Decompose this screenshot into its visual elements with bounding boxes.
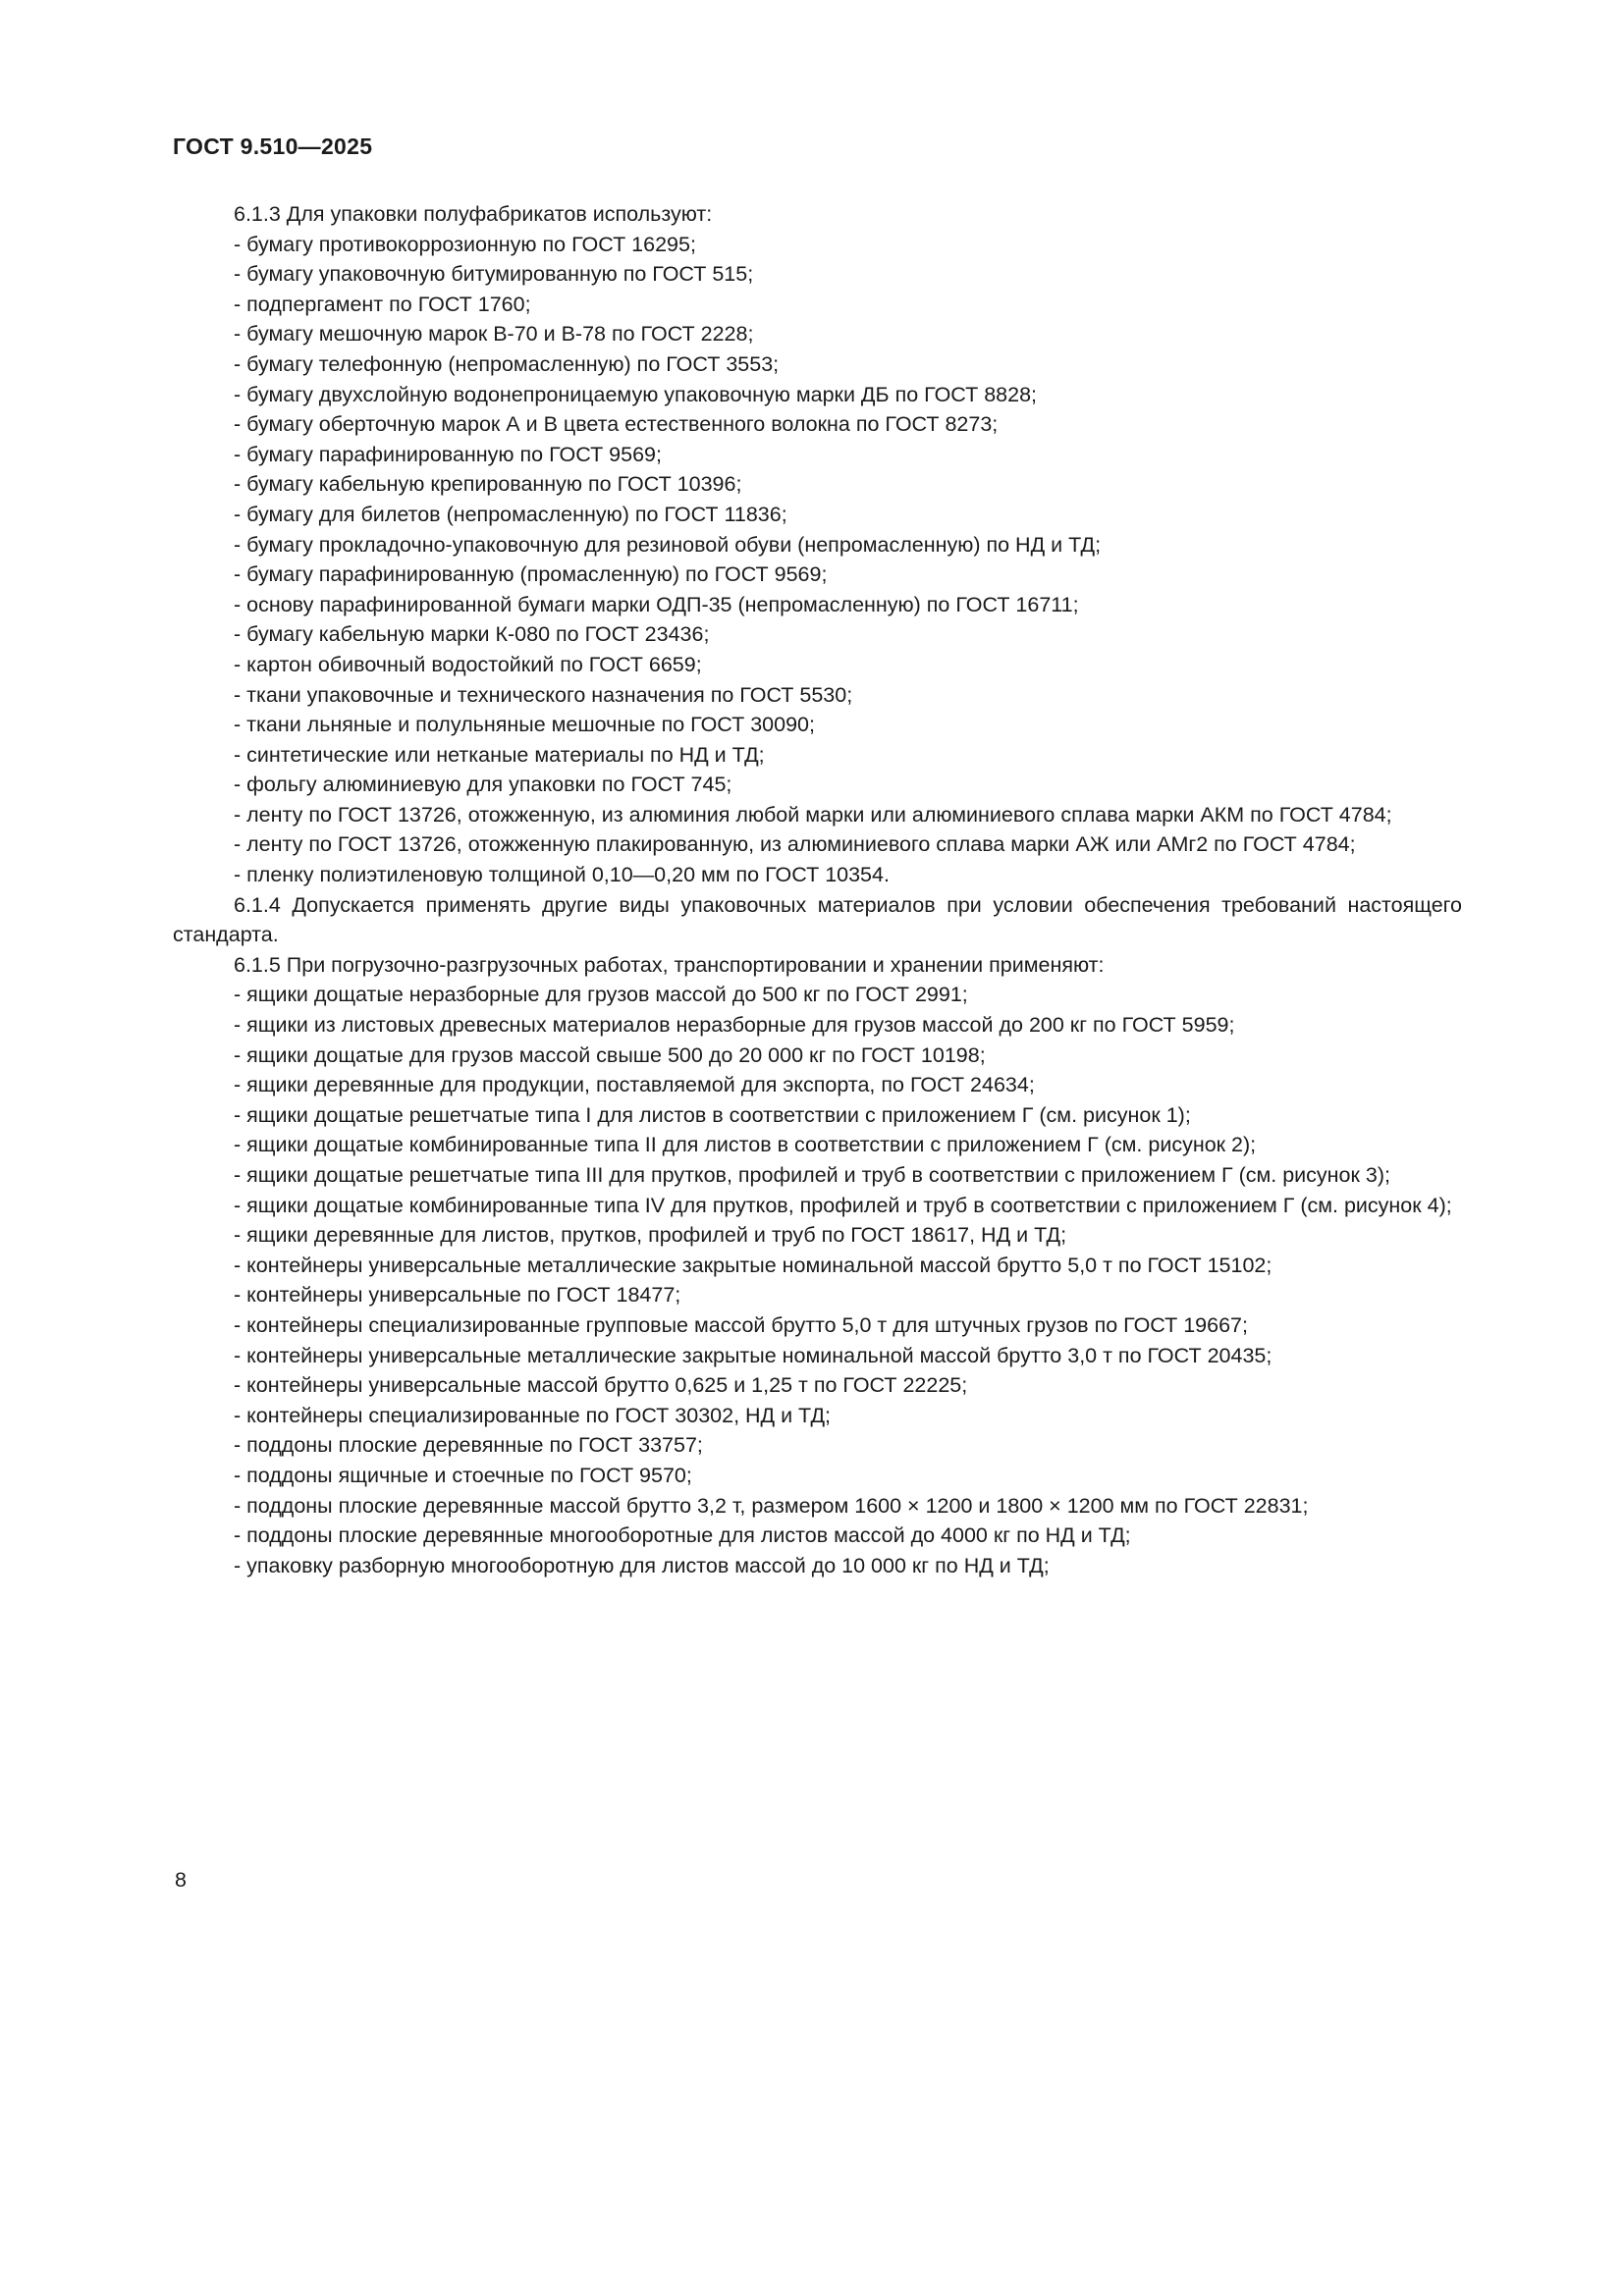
paragraph: - картон обивочный водостойкий по ГОСТ 6659; <box>234 652 702 676</box>
paragraph: - бумагу кабельную марки К-080 по ГОСТ 23436; <box>234 622 710 647</box>
paragraph: - поддоны плоские деревянные по ГОСТ 33757; <box>234 1433 703 1458</box>
paragraph: - ящики дощатые для грузов массой свыше 500 до 20 000 кг по ГОСТ 10198; <box>234 1042 986 1067</box>
paragraph: - ткани льняные и полульняные мешочные по ГОСТ 30090; <box>234 713 815 737</box>
paragraph: - бумагу оберточную марок А и В цвета естественного волокна по ГОСТ 8273; <box>234 412 999 437</box>
paragraph: - основу парафинированной бумаги марки ОДП-35 (непромасленную) по ГОСТ 16711; <box>234 592 1079 616</box>
paragraph: - контейнеры универсальные металлические закрытые номинальной массой брутто 5,0 т по ГОСТ 15102; <box>234 1253 1272 1277</box>
paragraph: - ленту по ГОСТ 13726, отожженную, из алюминия любой марки или алюминиевого сплава марки АКМ по ГОСТ 4784; <box>234 802 1392 827</box>
paragraph: - ящики дощатые комбинированные типа II для листов в соответствии с приложением Г (см. рисунок 2); <box>234 1133 1257 1157</box>
paragraph: - бумагу прокладочно-упаковочную для резиновой обуви (непромасленную) по НД и ТД; <box>234 532 1102 557</box>
paragraph: - ящики дощатые неразборные для грузов массой до 500 кг по ГОСТ 2991; <box>234 983 968 1007</box>
paragraph: - бумагу телефонную (непромасленную) по ГОСТ 3553; <box>234 351 780 376</box>
paragraph: - контейнеры универсальные массой брутто 0,625 и 1,25 т по ГОСТ 22225; <box>234 1373 968 1398</box>
paragraph: - ящики дощатые решетчатые типа I для листов в соответствии с приложением Г (см. рисунок 1); <box>234 1102 1191 1127</box>
paragraph: - поддоны ящичные и стоечные по ГОСТ 9570; <box>234 1463 692 1487</box>
paragraph: 6.1.4 Допускается применять другие виды упаковочных материалов при условии обеспечения требований настоящего стандарта. <box>173 892 1462 947</box>
paragraph: 6.1.3 Для упаковки полуфабрикатов используют: <box>234 202 713 226</box>
paragraph: - бумагу парафинированную (промасленную) по ГОСТ 9569; <box>234 562 828 587</box>
paragraph: - бумагу для билетов (непромасленную) по ГОСТ 11836; <box>234 502 787 526</box>
paragraph: - бумагу парафинированную по ГОСТ 9569; <box>234 442 662 466</box>
document-body <box>173 199 1462 1580</box>
paragraph: - поддоны плоские деревянные массой брутто 3,2 т, размером 1600 × 1200 и 1800 × 1200 мм по ГОСТ 22831; <box>234 1493 1309 1518</box>
paragraph: - контейнеры универсальные металлические закрытые номинальной массой брутто 3,0 т по ГОСТ 20435; <box>234 1343 1272 1367</box>
paragraph: - контейнеры специализированные групповые массой брутто 5,0 т для штучных грузов по ГОСТ 19667; <box>234 1312 1248 1337</box>
paragraph: - бумагу упаковочную битумированную по ГОСТ 515; <box>234 262 754 287</box>
paragraph: - ящики дощатые комбинированные типа IV для прутков, профилей и труб в соответствии с приложением Г (см. рисунок 4); <box>234 1193 1452 1217</box>
paragraph: - ящики деревянные для продукции, поставляемой для экспорта, по ГОСТ 24634; <box>234 1073 1035 1097</box>
paragraph: - ящики из листовых древесных материалов неразборные для грузов массой до 200 кг по ГОСТ 5959; <box>234 1013 1235 1038</box>
document-header: ГОСТ 9.510—2025 <box>173 133 373 159</box>
paragraph: - пленку полиэтиленовую толщиной 0,10—0,20 мм по ГОСТ 10354. <box>234 863 890 887</box>
paragraph: - бумагу кабельную крепированную по ГОСТ 10396; <box>234 472 742 497</box>
paragraph: - контейнеры универсальные по ГОСТ 18477; <box>234 1283 681 1308</box>
paragraph: - контейнеры специализированные по ГОСТ 30302, НД и ТД; <box>234 1403 832 1427</box>
paragraph: - бумагу мешочную марок В-70 и В-78 по ГОСТ 2228; <box>234 322 754 347</box>
paragraph: - синтетические или нетканые материалы по НД и ТД; <box>234 742 765 767</box>
paragraph: - фольгу алюминиевую для упаковки по ГОСТ 745; <box>234 773 732 797</box>
page-number: 8 <box>175 1868 187 1892</box>
paragraph: - ящики дощатые решетчатые типа III для прутков, профилей и труб в соответствии с приложением Г (см. рисунок 3); <box>234 1163 1390 1187</box>
paragraph: - ткани упаковочные и технического назначения по ГОСТ 5530; <box>234 682 853 707</box>
paragraph: - упаковку разборную многооборотную для листов массой до 10 000 кг по НД и ТД; <box>234 1553 1050 1577</box>
paragraph: - бумагу двухслойную водонепроницаемую упаковочную марки ДБ по ГОСТ 8828; <box>234 382 1038 406</box>
paragraph: - подпергамент по ГОСТ 1760; <box>234 292 531 316</box>
paragraph: - бумагу противокоррозионную по ГОСТ 16295; <box>234 232 696 256</box>
paragraph: - поддоны плоские деревянные многооборотные для листов массой до 4000 кг по НД и ТД; <box>234 1523 1131 1548</box>
paragraph: - ящики деревянные для листов, прутков, профилей и труб по ГОСТ 18617, НД и ТД; <box>234 1223 1067 1248</box>
paragraph: 6.1.5 При погрузочно-разгрузочных работах, транспортировании и хранении применяют: <box>234 952 1105 977</box>
paragraph: - ленту по ГОСТ 13726, отожженную плакированную, из алюминиевого сплава марки АЖ или АМг2 по ГОСТ 4784; <box>234 832 1356 857</box>
